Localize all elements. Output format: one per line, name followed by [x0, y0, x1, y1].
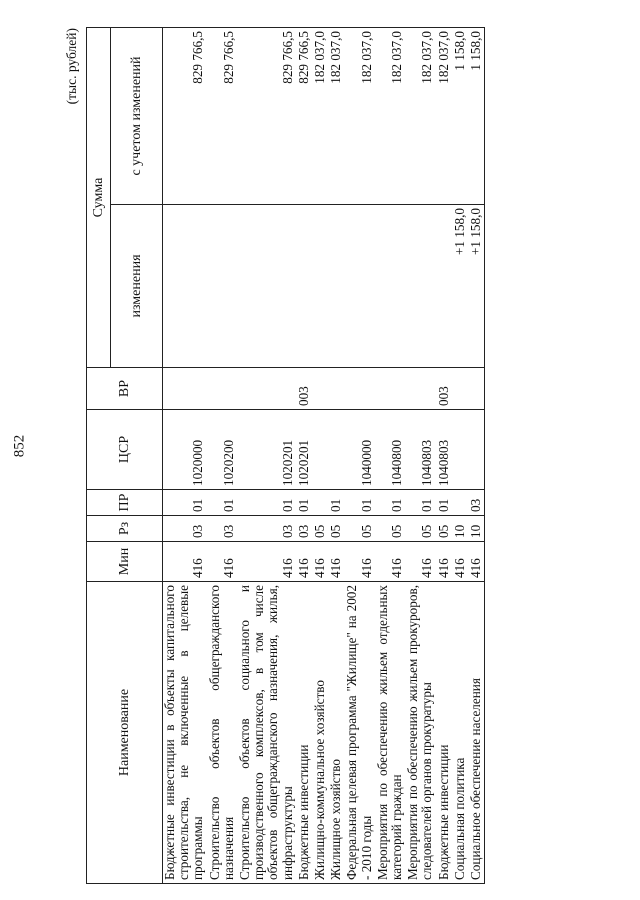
cell-pr: 01	[296, 490, 312, 516]
cell-total: 1 158,0	[452, 28, 468, 205]
cell-pr: 01	[328, 490, 344, 516]
cell-rz: 05	[344, 516, 374, 542]
header-name: Наименование	[87, 582, 163, 884]
cell-total: 182 037,0	[312, 28, 328, 205]
cell-total: 829 766,5	[237, 28, 296, 205]
cell-min: 416	[452, 542, 468, 582]
cell-vr	[312, 368, 328, 410]
cell-change	[312, 205, 328, 368]
table-row	[344, 28, 374, 884]
header-rz: Рз	[87, 516, 163, 542]
cell-total: 182 037,0	[375, 28, 405, 205]
cell-rz: 10	[452, 516, 468, 542]
cell-name: Жилищно-коммунальное хозяйство	[312, 582, 328, 884]
cell-pr	[452, 490, 468, 516]
cell-rz: 05	[375, 516, 405, 542]
cell-csr: 1020200	[207, 410, 237, 490]
cell-name: Бюджетные инвестиции в объекты капитального строительства, не включенные в целевые программы	[163, 582, 207, 884]
budget-table	[86, 27, 485, 884]
cell-csr: 1020000	[163, 410, 207, 490]
cell-name: Строительство объектов общегражданского назначения	[207, 582, 237, 884]
cell-vr	[163, 368, 207, 410]
cell-total: 829 766,5	[163, 28, 207, 205]
rotated-page	[64, 24, 604, 884]
cell-total: 1 158,0	[468, 28, 485, 205]
cell-vr	[344, 368, 374, 410]
table-row	[237, 28, 296, 884]
cell-name: Строительство объектов социального и производственного комплексов, в том числе объектов общегражданского назначения, жилья, инфраструктуры	[237, 582, 296, 884]
table-row	[468, 28, 485, 884]
cell-total: 182 037,0	[405, 28, 435, 205]
cell-min: 416	[436, 542, 452, 582]
cell-vr: 003	[296, 368, 312, 410]
cell-min: 416	[207, 542, 237, 582]
header-changes: изменения	[111, 205, 163, 368]
cell-rz: 05	[405, 516, 435, 542]
table-row	[296, 28, 312, 884]
cell-name: Социальное обеспечение населения	[468, 582, 485, 884]
cell-csr: 1040803	[436, 410, 452, 490]
cell-min: 416	[237, 542, 296, 582]
cell-name: Федеральная целевая программа "Жилище" на 2002 - 2010 годы	[344, 582, 374, 884]
cell-total: 829 766,5	[207, 28, 237, 205]
cell-pr: 01	[163, 490, 207, 516]
cell-rz: 03	[163, 516, 207, 542]
cell-vr	[328, 368, 344, 410]
table-row	[452, 28, 468, 884]
table-row	[375, 28, 405, 884]
cell-min: 416	[328, 542, 344, 582]
cell-change	[207, 205, 237, 368]
table-row	[436, 28, 452, 884]
cell-rz: 10	[468, 516, 485, 542]
cell-min: 416	[312, 542, 328, 582]
cell-rz: 03	[207, 516, 237, 542]
cell-rz: 05	[312, 516, 328, 542]
cell-total: 182 037,0	[328, 28, 344, 205]
cell-name: Социальная политика	[452, 582, 468, 884]
cell-vr: 003	[436, 368, 452, 410]
cell-pr: 03	[468, 490, 485, 516]
cell-vr	[375, 368, 405, 410]
cell-pr: 01	[436, 490, 452, 516]
cell-name: Бюджетные инвестиции	[436, 582, 452, 884]
cell-rz: 05	[436, 516, 452, 542]
cell-min: 416	[468, 542, 485, 582]
units-label: (тыс. рублей)	[64, 28, 79, 105]
table-row	[163, 28, 207, 884]
cell-pr: 01	[375, 490, 405, 516]
header-vr: ВР	[87, 368, 163, 410]
cell-name: Мероприятия по обеспечению жильем отдельных категорий граждан	[375, 582, 405, 884]
cell-csr: 1040000	[344, 410, 374, 490]
cell-rz: 03	[296, 516, 312, 542]
cell-change	[163, 205, 207, 368]
table-row	[405, 28, 435, 884]
cell-vr	[468, 368, 485, 410]
cell-vr	[237, 368, 296, 410]
cell-csr	[312, 410, 328, 490]
cell-change	[375, 205, 405, 368]
header-csr: ЦСР	[87, 410, 163, 490]
cell-min: 416	[405, 542, 435, 582]
cell-vr	[405, 368, 435, 410]
cell-vr	[452, 368, 468, 410]
cell-total: 182 037,0	[344, 28, 374, 205]
cell-pr: 01	[207, 490, 237, 516]
cell-pr: 01	[405, 490, 435, 516]
cell-min: 416	[375, 542, 405, 582]
cell-csr	[468, 410, 485, 490]
cell-change	[344, 205, 374, 368]
cell-change: +1 158,0	[452, 205, 468, 368]
cell-change	[296, 205, 312, 368]
cell-change	[405, 205, 435, 368]
cell-csr: 1040803	[405, 410, 435, 490]
table-body	[163, 28, 485, 884]
cell-csr	[452, 410, 468, 490]
table-row	[328, 28, 344, 884]
cell-pr: 01	[344, 490, 374, 516]
cell-pr	[312, 490, 328, 516]
cell-csr: 1040800	[375, 410, 405, 490]
cell-csr	[328, 410, 344, 490]
header-sum: Сумма	[87, 28, 111, 368]
cell-vr	[207, 368, 237, 410]
cell-csr: 1020201	[296, 410, 312, 490]
cell-change: +1 158,0	[468, 205, 485, 368]
cell-pr: 01	[237, 490, 296, 516]
cell-name: Бюджетные инвестиции	[296, 582, 312, 884]
cell-csr: 1020201	[237, 410, 296, 490]
cell-min: 416	[344, 542, 374, 582]
cell-change	[328, 205, 344, 368]
header-with-changes: с учетом изменений	[111, 28, 163, 205]
page-number: 852	[11, 434, 28, 458]
table-row	[312, 28, 328, 884]
cell-change	[237, 205, 296, 368]
header-pr: ПР	[87, 490, 163, 516]
cell-name: Мероприятия по обеспечению жильем прокуроров, следователей органов прокуратуры	[405, 582, 435, 884]
cell-name: Жилищное хозяйство	[328, 582, 344, 884]
header-min: Мин	[87, 542, 163, 582]
cell-rz: 05	[328, 516, 344, 542]
cell-change	[436, 205, 452, 368]
cell-total: 829 766,5	[296, 28, 312, 205]
cell-min: 416	[296, 542, 312, 582]
cell-min: 416	[163, 542, 207, 582]
cell-rz: 03	[237, 516, 296, 542]
table-row	[207, 28, 237, 884]
cell-total: 182 037,0	[436, 28, 452, 205]
